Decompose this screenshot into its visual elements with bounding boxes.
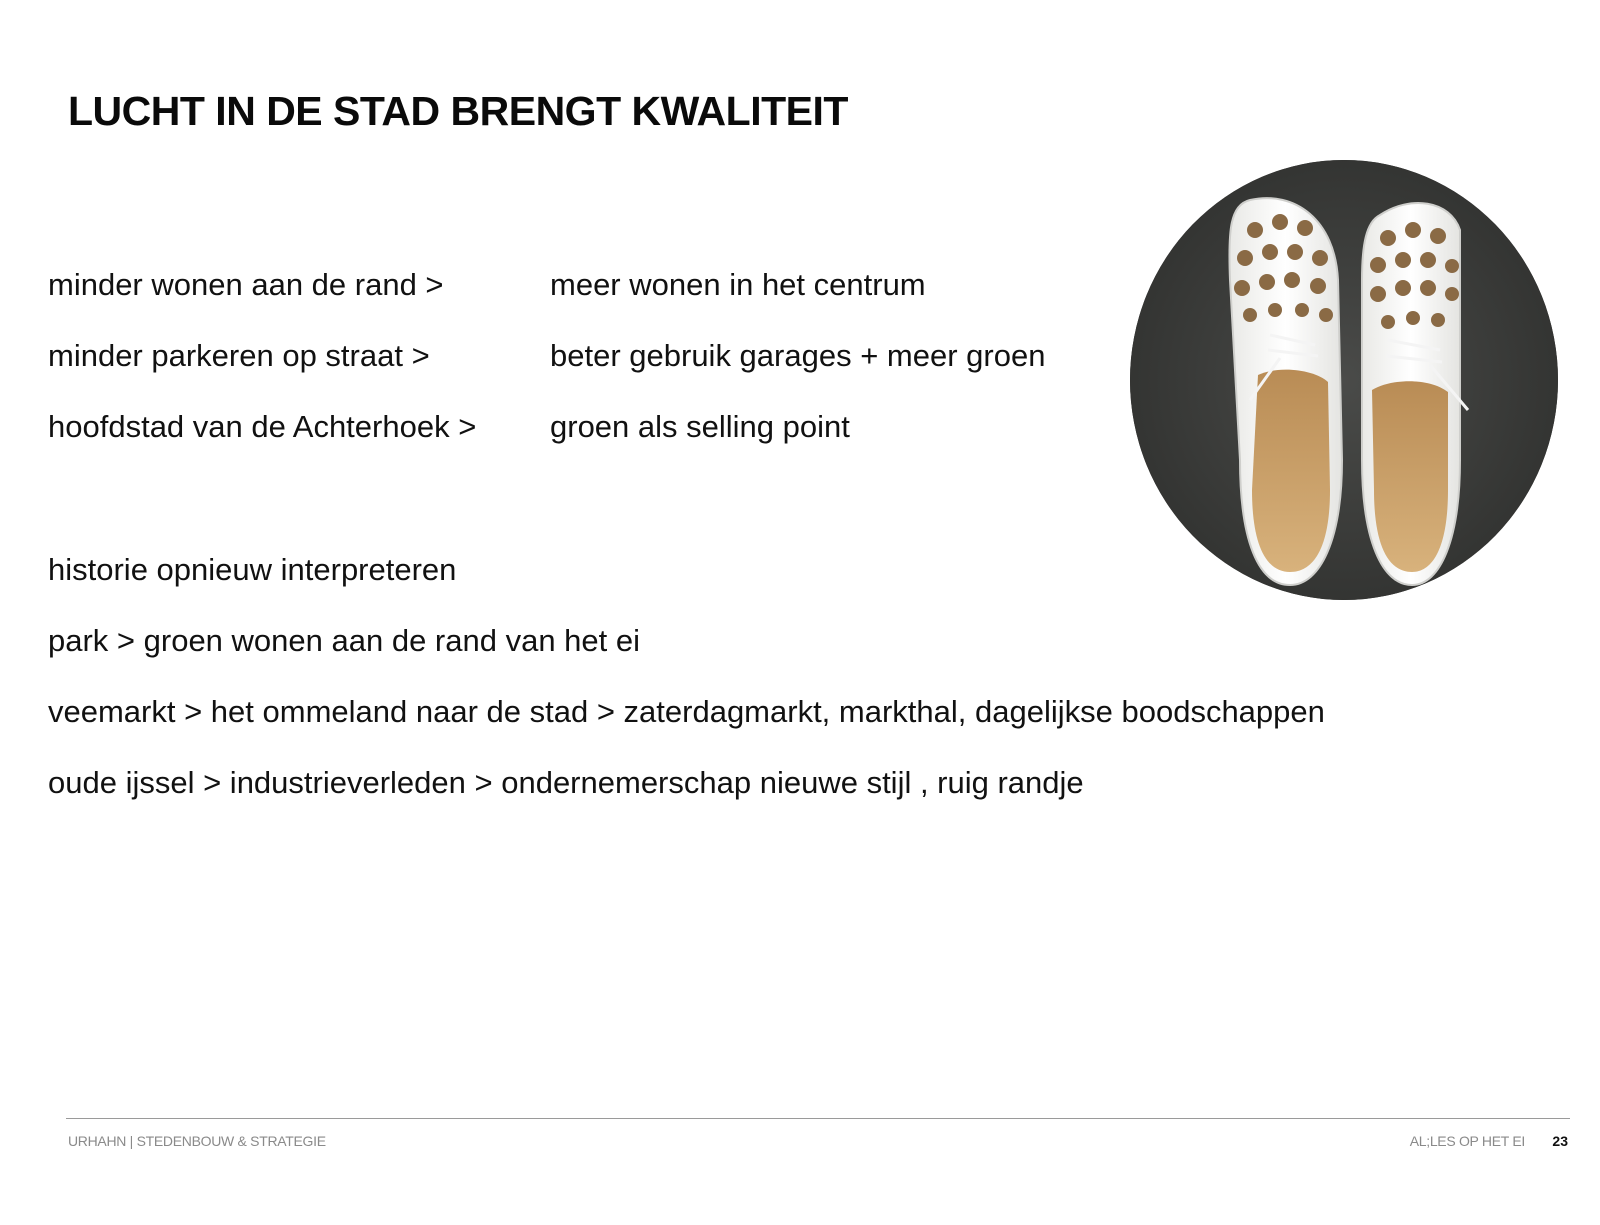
pair-right-3: groen als selling point <box>550 409 850 444</box>
text-line-veemarkt: veemarkt > het ommeland naar de stad > zaterdagmarkt, markthal, dagelijkse boodschappen <box>48 694 1325 729</box>
footer-company: URHAHN | STEDENBOUW & STRATEGIE <box>68 1133 326 1149</box>
footer-document-title: AL;LES OP HET EI <box>1409 1133 1525 1149</box>
pair-left-1: minder wonen aan de rand > <box>48 267 444 302</box>
left-shoe <box>1229 198 1342 585</box>
right-shoe <box>1362 203 1468 585</box>
pair-left-2: minder parkeren op straat > <box>48 338 430 373</box>
text-line-historie: historie opnieuw interpreteren <box>48 552 457 587</box>
text-line-oude-ijssel: oude ijssel > industrieverleden > ondernemerschap nieuwe stijl , ruig randje <box>48 765 1084 800</box>
shoes-photo <box>1130 160 1558 600</box>
footer-divider <box>66 1118 1570 1119</box>
page-title: LUCHT IN DE STAD BRENGT KWALITEIT <box>68 88 848 134</box>
page-number: 23 <box>1552 1133 1568 1149</box>
shoes-illustration <box>1130 160 1558 600</box>
pair-right-2: beter gebruik garages + meer groen <box>550 338 1046 373</box>
text-line-park: park > groen wonen aan de rand van het ei <box>48 623 641 658</box>
pair-right-1: meer wonen in het centrum <box>550 267 926 302</box>
pair-left-3: hoofdstad van de Achterhoek > <box>48 409 477 444</box>
